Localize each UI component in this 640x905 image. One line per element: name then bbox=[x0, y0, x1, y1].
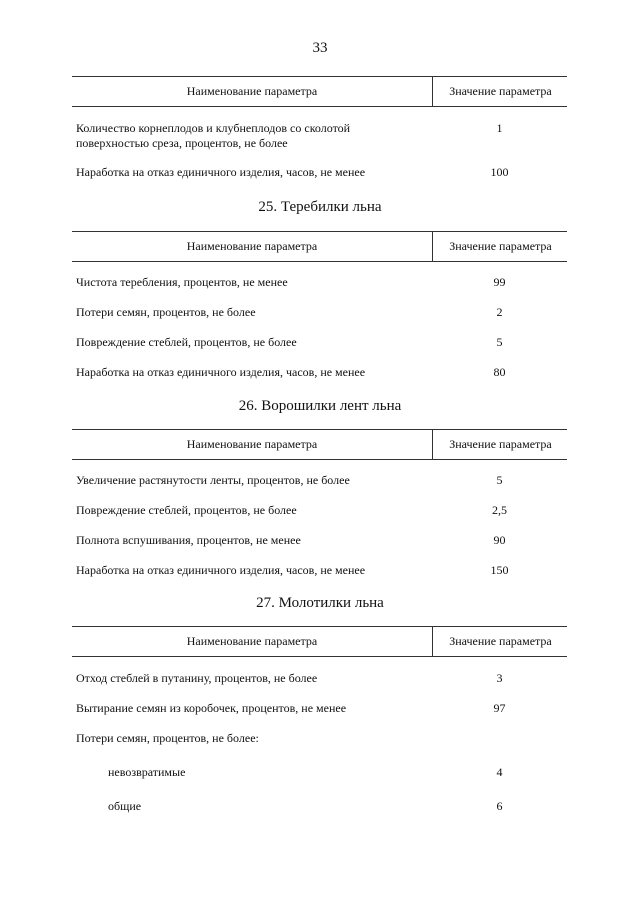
section-title: 26. Ворошилки лент льна bbox=[238, 398, 402, 414]
row-name: Наработка на отказ единичного изделия, часов, не менее bbox=[76, 563, 366, 577]
row-value: 100 bbox=[490, 165, 509, 179]
row-value: 5 bbox=[496, 335, 503, 349]
header-param-name: Наименование параметра bbox=[186, 437, 318, 451]
row-value: 2 bbox=[496, 305, 503, 319]
header-param-name: Наименование параметра bbox=[186, 239, 318, 253]
row-name: Потери семян, процентов, не более bbox=[76, 305, 256, 319]
row-name: Чистота теребления, процентов, не менее bbox=[76, 275, 288, 289]
row-name: Увеличение растянутости ленты, процентов, не более bbox=[76, 473, 350, 487]
section-title: 25. Теребилки льна bbox=[258, 199, 382, 215]
row-name: Наработка на отказ единичного изделия, часов, не менее bbox=[76, 165, 366, 179]
header-param-name: Наименование параметра bbox=[186, 84, 318, 98]
row-name bbox=[76, 121, 421, 151]
row-value: 99 bbox=[493, 275, 506, 289]
row-value: 4 bbox=[496, 765, 503, 779]
row-name: Повреждение стеблей, процентов, не более bbox=[76, 503, 297, 517]
header-param-value: Значение параметра bbox=[432, 232, 568, 261]
row-value: 1 bbox=[496, 121, 503, 135]
row-name: общие bbox=[108, 799, 142, 813]
table-header bbox=[72, 76, 567, 107]
row-name: Вытирание семян из коробочек, процентов, не менее bbox=[76, 701, 347, 715]
row-name-line: поверхностью среза, процентов, не более bbox=[76, 136, 288, 150]
table-header bbox=[72, 429, 567, 460]
row-value: 5 bbox=[496, 473, 503, 487]
row-name: Повреждение стеблей, процентов, не более bbox=[76, 335, 297, 349]
header-param-name: Наименование параметра bbox=[186, 634, 318, 648]
row-name: невозвратимые bbox=[108, 765, 186, 779]
header-param-value: Значение параметра bbox=[432, 77, 568, 106]
header-param-value: Значение параметра bbox=[432, 430, 568, 459]
section-title: 27. Молотилки льна bbox=[256, 595, 384, 611]
row-name: Наработка на отказ единичного изделия, часов, не менее bbox=[76, 365, 366, 379]
row-name: Отход стеблей в путанину, процентов, не более bbox=[76, 671, 318, 685]
table-header bbox=[72, 231, 567, 262]
row-name: Полнота вспушивания, процентов, не менее bbox=[76, 533, 301, 547]
row-value: 90 bbox=[493, 533, 506, 547]
header-param-value: Значение параметра bbox=[432, 627, 568, 656]
page-number: 33 bbox=[312, 40, 328, 56]
row-value: 80 bbox=[493, 365, 506, 379]
row-value: 2,5 bbox=[492, 503, 507, 517]
table-header bbox=[72, 626, 567, 657]
row-name: Потери семян, процентов, не более: bbox=[76, 731, 259, 745]
row-name-line: Количество корнеплодов и клубнеплодов со сколотой bbox=[76, 121, 351, 135]
row-value: 3 bbox=[496, 671, 503, 685]
row-value: 150 bbox=[490, 563, 509, 577]
row-value: 6 bbox=[496, 799, 503, 813]
row-value: 97 bbox=[493, 701, 506, 715]
